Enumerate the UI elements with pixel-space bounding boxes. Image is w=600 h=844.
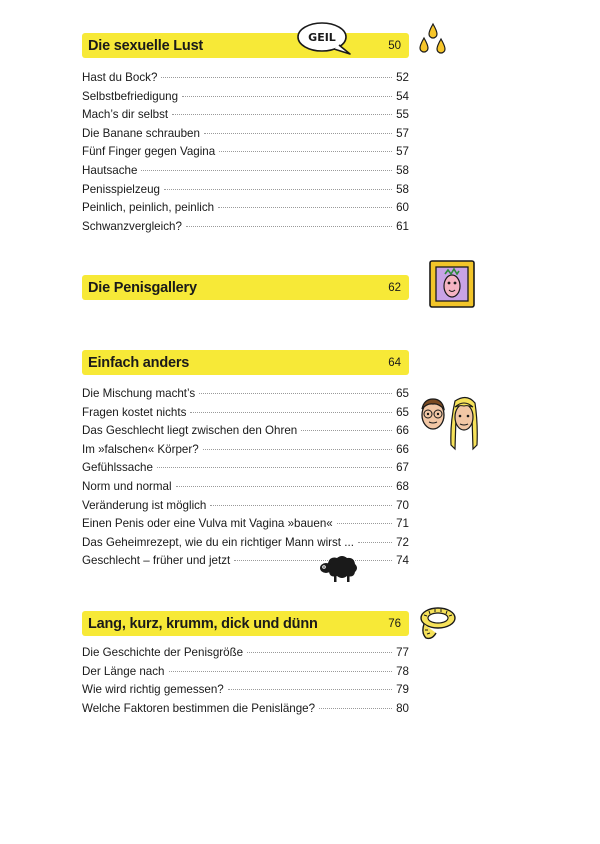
black-sheep-icon: [318, 553, 360, 583]
entry-page-number: 57: [396, 145, 409, 159]
toc-entry[interactable]: [82, 480, 409, 499]
toc-entry[interactable]: [82, 517, 409, 536]
toc-entry[interactable]: [82, 443, 409, 462]
entry-title: Mach’s dir selbst: [82, 108, 169, 122]
entry-list: [82, 387, 409, 573]
dot-leader: [301, 430, 392, 431]
entry-page-number: 80: [396, 701, 409, 715]
section-page-number: 62: [388, 281, 401, 294]
entry-title: Fünf Finger gegen Vagina: [82, 145, 216, 159]
section-title: Lang, kurz, krumm, dick und dünn: [88, 615, 318, 632]
entry-page-number: 79: [396, 683, 409, 697]
dot-leader: [169, 671, 393, 672]
entry-list: [82, 71, 409, 238]
dot-leader: [358, 542, 392, 543]
entry-title: Peinlich, peinlich, peinlich: [82, 201, 215, 215]
entry-page-number: 58: [396, 182, 409, 196]
entry-page-number: 72: [396, 535, 409, 549]
measuring-tape-icon: [418, 605, 458, 641]
entry-title: Die Banane schrauben: [82, 126, 200, 140]
dot-leader: [228, 689, 392, 690]
entry-page-number: 60: [396, 201, 409, 215]
section-page-number: 50: [388, 39, 401, 52]
section-header[interactable]: [82, 350, 409, 375]
dot-leader: [186, 226, 392, 227]
toc-entry[interactable]: [82, 702, 409, 721]
section-header[interactable]: [82, 33, 409, 58]
toc-entry[interactable]: [82, 683, 409, 702]
toc-entry[interactable]: [82, 220, 409, 239]
dot-leader: [190, 412, 392, 413]
dot-leader: [210, 505, 392, 506]
entry-title: Hast du Bock?: [82, 71, 158, 84]
dot-leader: [203, 449, 392, 450]
toc-entry[interactable]: [82, 183, 409, 202]
dot-leader: [219, 151, 392, 152]
framed-portrait-icon: [428, 259, 476, 309]
entry-page-number: 67: [396, 461, 409, 475]
speech-bubble-icon: [294, 21, 354, 57]
dot-leader: [199, 393, 392, 394]
entry-title: Im »falschen« Körper?: [82, 442, 199, 456]
entry-title: Welche Faktoren bestimmen die Penislänge?: [82, 701, 316, 715]
entry-title: Fragen kostet nichts: [82, 405, 187, 419]
entry-page-number: 57: [396, 126, 409, 140]
entry-title: Das Geschlecht liegt zwischen den Ohren: [82, 424, 298, 438]
entry-page-number: 61: [396, 219, 409, 233]
toc-entry[interactable]: [82, 387, 409, 406]
drops-icon: [418, 22, 448, 58]
entry-page-number: 66: [396, 424, 409, 438]
dot-leader: [164, 189, 392, 190]
badge-text: GEIL: [308, 31, 336, 44]
entry-page-number: 55: [396, 108, 409, 122]
toc-entry[interactable]: [82, 646, 409, 665]
entry-page-number: 65: [396, 387, 409, 400]
dot-leader: [218, 207, 392, 208]
entry-title: Gefühlssache: [82, 461, 153, 475]
toc-entry[interactable]: [82, 499, 409, 518]
section-page-number: 76: [388, 617, 401, 630]
dot-leader: [182, 96, 392, 97]
entry-page-number: 71: [396, 517, 409, 531]
toc-section-penisgallery: [82, 275, 409, 300]
entry-title: Schwanzvergleich?: [82, 219, 182, 233]
toc-entry[interactable]: [82, 164, 409, 183]
toc-entry[interactable]: [82, 665, 409, 684]
toc-entry[interactable]: [82, 71, 409, 90]
entry-page-number: 78: [396, 664, 409, 678]
entry-title: Einen Penis oder eine Vulva mit Vagina »bauen«: [82, 517, 333, 531]
entry-title: Veränderung ist möglich: [82, 498, 207, 512]
entry-page-number: 65: [396, 405, 409, 419]
entry-page-number: 58: [396, 163, 409, 177]
dot-leader: [141, 170, 392, 171]
entry-page-number: 54: [396, 89, 409, 103]
section-header[interactable]: [82, 275, 409, 300]
dot-leader: [161, 77, 392, 78]
dot-leader: [176, 486, 393, 487]
entry-title: Der Länge nach: [82, 664, 165, 678]
entry-title: Das Geheimrezept, wie du ein richtiger Mann wirst ...: [82, 535, 354, 549]
two-faces-icon: [418, 393, 484, 457]
entry-title: Hautsache: [82, 163, 138, 177]
toc-entry[interactable]: [82, 90, 409, 109]
entry-title: Penisspielzeug: [82, 182, 160, 196]
entry-page-number: 74: [396, 554, 409, 568]
entry-page-number: 68: [396, 479, 409, 493]
section-title: Die sexuelle Lust: [88, 37, 204, 54]
entry-title: Geschlecht – früher und jetzt: [82, 554, 231, 568]
dot-leader: [234, 560, 392, 561]
dot-leader: [172, 114, 392, 115]
entry-title: Norm und normal: [82, 479, 172, 493]
toc-entry[interactable]: [82, 127, 409, 146]
section-header[interactable]: [82, 611, 409, 636]
toc-section-einfach-anders: [82, 350, 409, 573]
dot-leader: [157, 467, 392, 468]
toc-section-sexuelle-lust: [82, 33, 409, 238]
toc-entry[interactable]: [82, 145, 409, 164]
entry-title: Die Mischung macht’s: [82, 387, 196, 400]
section-page-number: 64: [388, 356, 401, 369]
dot-leader: [204, 133, 392, 134]
entry-title: Die Geschichte der Penisgröße: [82, 646, 244, 659]
toc-entry[interactable]: [82, 424, 409, 443]
toc-entry[interactable]: [82, 108, 409, 127]
entry-page-number: 66: [396, 442, 409, 456]
dot-leader: [319, 708, 392, 709]
entry-list: [82, 646, 409, 720]
section-title: Einfach anders: [88, 354, 190, 371]
toc-section-lang-kurz: [82, 611, 409, 720]
entry-page-number: 77: [396, 646, 409, 659]
entry-page-number: 70: [396, 498, 409, 512]
section-title: Die Penisgallery: [88, 279, 197, 296]
dot-leader: [337, 523, 392, 524]
entry-title: Wie wird richtig gemessen?: [82, 683, 224, 697]
entry-page-number: 52: [396, 71, 409, 84]
dot-leader: [247, 652, 392, 653]
toc-entry[interactable]: [82, 461, 409, 480]
toc-entry[interactable]: [82, 406, 409, 425]
toc-entry[interactable]: [82, 201, 409, 220]
entry-title: Selbstbefriedigung: [82, 89, 179, 103]
toc-entry[interactable]: [82, 536, 409, 555]
